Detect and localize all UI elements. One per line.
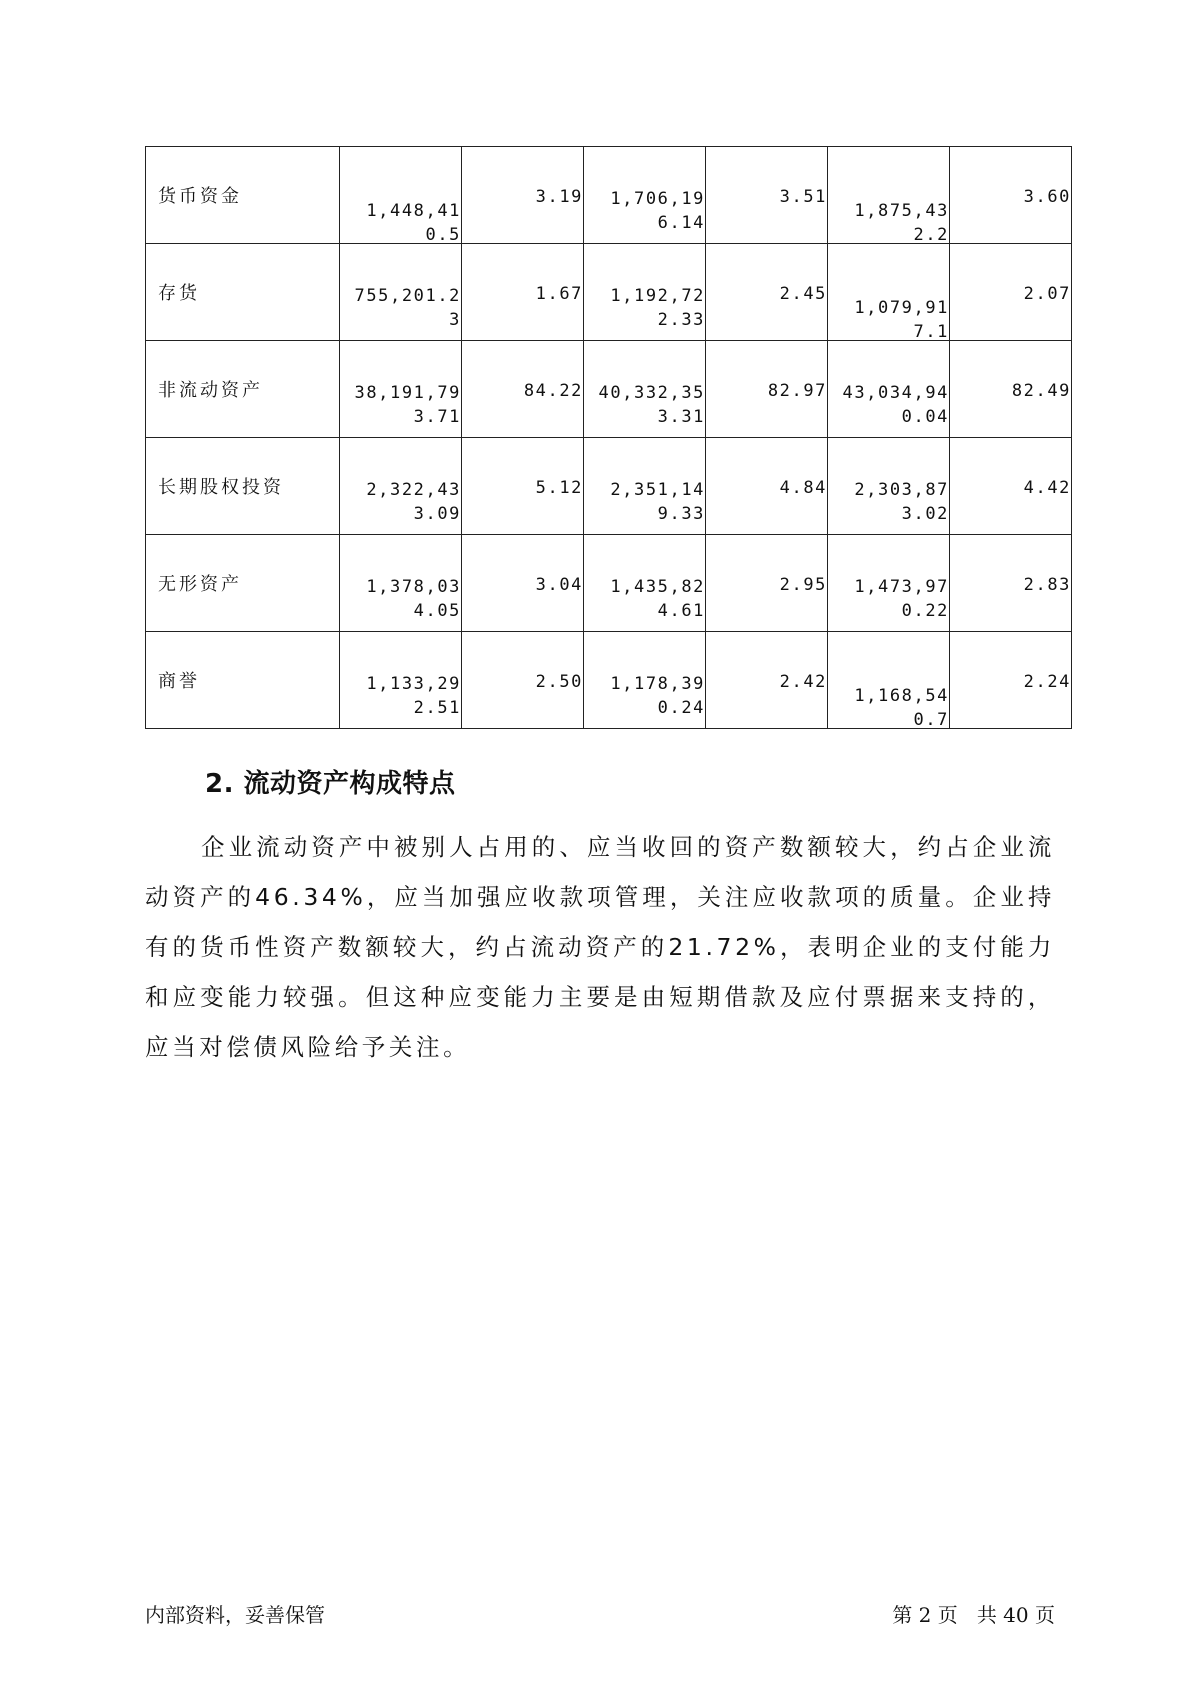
amount-value: 1,378,034.05 — [366, 577, 461, 621]
financial-table — [145, 146, 1072, 729]
amount-value: 40,332,353.31 — [598, 383, 705, 427]
amount-cell — [584, 438, 706, 535]
percent-cell — [706, 438, 828, 535]
percent-cell — [462, 341, 584, 438]
amount-value: 1,133,292.51 — [366, 674, 461, 718]
amount-value: 1,706,196.14 — [610, 189, 705, 233]
amount-value: 1,079,917.1 — [854, 298, 949, 342]
amount-cell — [828, 535, 950, 632]
percent-value: 3.51 — [779, 187, 827, 207]
amount-value: 2,351,149.33 — [610, 480, 705, 524]
amount-value: 1,178,390.24 — [610, 674, 705, 718]
percent-value: 3.60 — [1023, 187, 1071, 207]
amount-value: 2,322,433.09 — [366, 480, 461, 524]
row-label: 长期股权投资 — [146, 438, 340, 535]
percent-value: 5.12 — [535, 478, 583, 498]
percent-value: 3.04 — [535, 575, 583, 595]
percent-value: 1.67 — [535, 284, 583, 304]
amount-value: 1,168,540.7 — [854, 686, 949, 730]
table-row — [146, 632, 1072, 729]
percent-cell — [950, 632, 1072, 729]
amount-cell — [584, 632, 706, 729]
percent-value: 82.49 — [1011, 381, 1071, 401]
amount-cell — [828, 147, 950, 244]
amount-cell — [340, 147, 462, 244]
percent-value: 2.07 — [1023, 284, 1071, 304]
percent-value: 2.50 — [535, 672, 583, 692]
amount-value: 1,192,722.33 — [610, 286, 705, 330]
amount-cell — [828, 341, 950, 438]
amount-value: 38,191,793.71 — [354, 383, 461, 427]
percent-cell — [950, 147, 1072, 244]
amount-value: 2,303,873.02 — [854, 480, 949, 524]
amount-cell — [584, 535, 706, 632]
amount-cell — [340, 438, 462, 535]
percent-cell — [462, 147, 584, 244]
percent-cell — [950, 535, 1072, 632]
percent-cell — [950, 438, 1072, 535]
table-row — [146, 147, 1072, 244]
body-paragraph: 企业流动资产中被别人占用的、应当收回的资产数额较大，约占企业流动资产的46.34%，应当加强应收款项管理，关注应收款项的质量。企业持有的货币性资产数额较大，约占流动资产的21.72%，表明企业的支付能力和应变能力较强。但这种应变能力主要是由短期借款及应付票据来支持的，应当对偿债风险给予关注。 — [145, 833, 1055, 1061]
percent-value: 2.42 — [779, 672, 827, 692]
row-label: 存货 — [146, 244, 340, 341]
footer-confidential-note: 内部资料，妥善保管 — [145, 1603, 325, 1627]
amount-cell — [584, 244, 706, 341]
amount-value: 1,448,410.5 — [366, 201, 461, 245]
table-row — [146, 341, 1072, 438]
row-label: 货币资金 — [146, 147, 340, 244]
amount-value: 755,201.23 — [354, 286, 461, 330]
amount-cell — [584, 147, 706, 244]
percent-value: 3.19 — [535, 187, 583, 207]
amount-cell — [828, 632, 950, 729]
amount-cell — [340, 244, 462, 341]
percent-value: 84.22 — [523, 381, 583, 401]
amount-value: 43,034,940.04 — [842, 383, 949, 427]
percent-value: 2.45 — [779, 284, 827, 304]
amount-value: 1,875,432.2 — [854, 201, 949, 245]
percent-cell — [706, 632, 828, 729]
percent-cell — [462, 632, 584, 729]
row-label: 无形资产 — [146, 535, 340, 632]
amount-cell — [828, 438, 950, 535]
percent-cell — [462, 535, 584, 632]
section-heading: 2. 流动资产构成特点 — [205, 769, 456, 799]
amount-cell — [828, 244, 950, 341]
amount-cell — [340, 341, 462, 438]
percent-cell — [706, 244, 828, 341]
amount-cell — [340, 535, 462, 632]
percent-cell — [706, 535, 828, 632]
amount-value: 1,435,824.61 — [610, 577, 705, 621]
percent-cell — [706, 341, 828, 438]
table-row — [146, 535, 1072, 632]
percent-cell — [950, 244, 1072, 341]
percent-value: 4.84 — [779, 478, 827, 498]
table-row — [146, 244, 1072, 341]
percent-value: 2.95 — [779, 575, 827, 595]
row-label: 非流动资产 — [146, 341, 340, 438]
percent-cell — [706, 147, 828, 244]
footer-page-number: 第 2 页 共 40 页 — [892, 1603, 1055, 1627]
table-row — [146, 438, 1072, 535]
percent-cell — [950, 341, 1072, 438]
percent-value: 4.42 — [1023, 478, 1071, 498]
row-label: 商誉 — [146, 632, 340, 729]
percent-value: 2.24 — [1023, 672, 1071, 692]
amount-value: 1,473,970.22 — [854, 577, 949, 621]
percent-value: 2.83 — [1023, 575, 1071, 595]
percent-value: 82.97 — [767, 381, 827, 401]
amount-cell — [584, 341, 706, 438]
percent-cell — [462, 244, 584, 341]
amount-cell — [340, 632, 462, 729]
percent-cell — [462, 438, 584, 535]
